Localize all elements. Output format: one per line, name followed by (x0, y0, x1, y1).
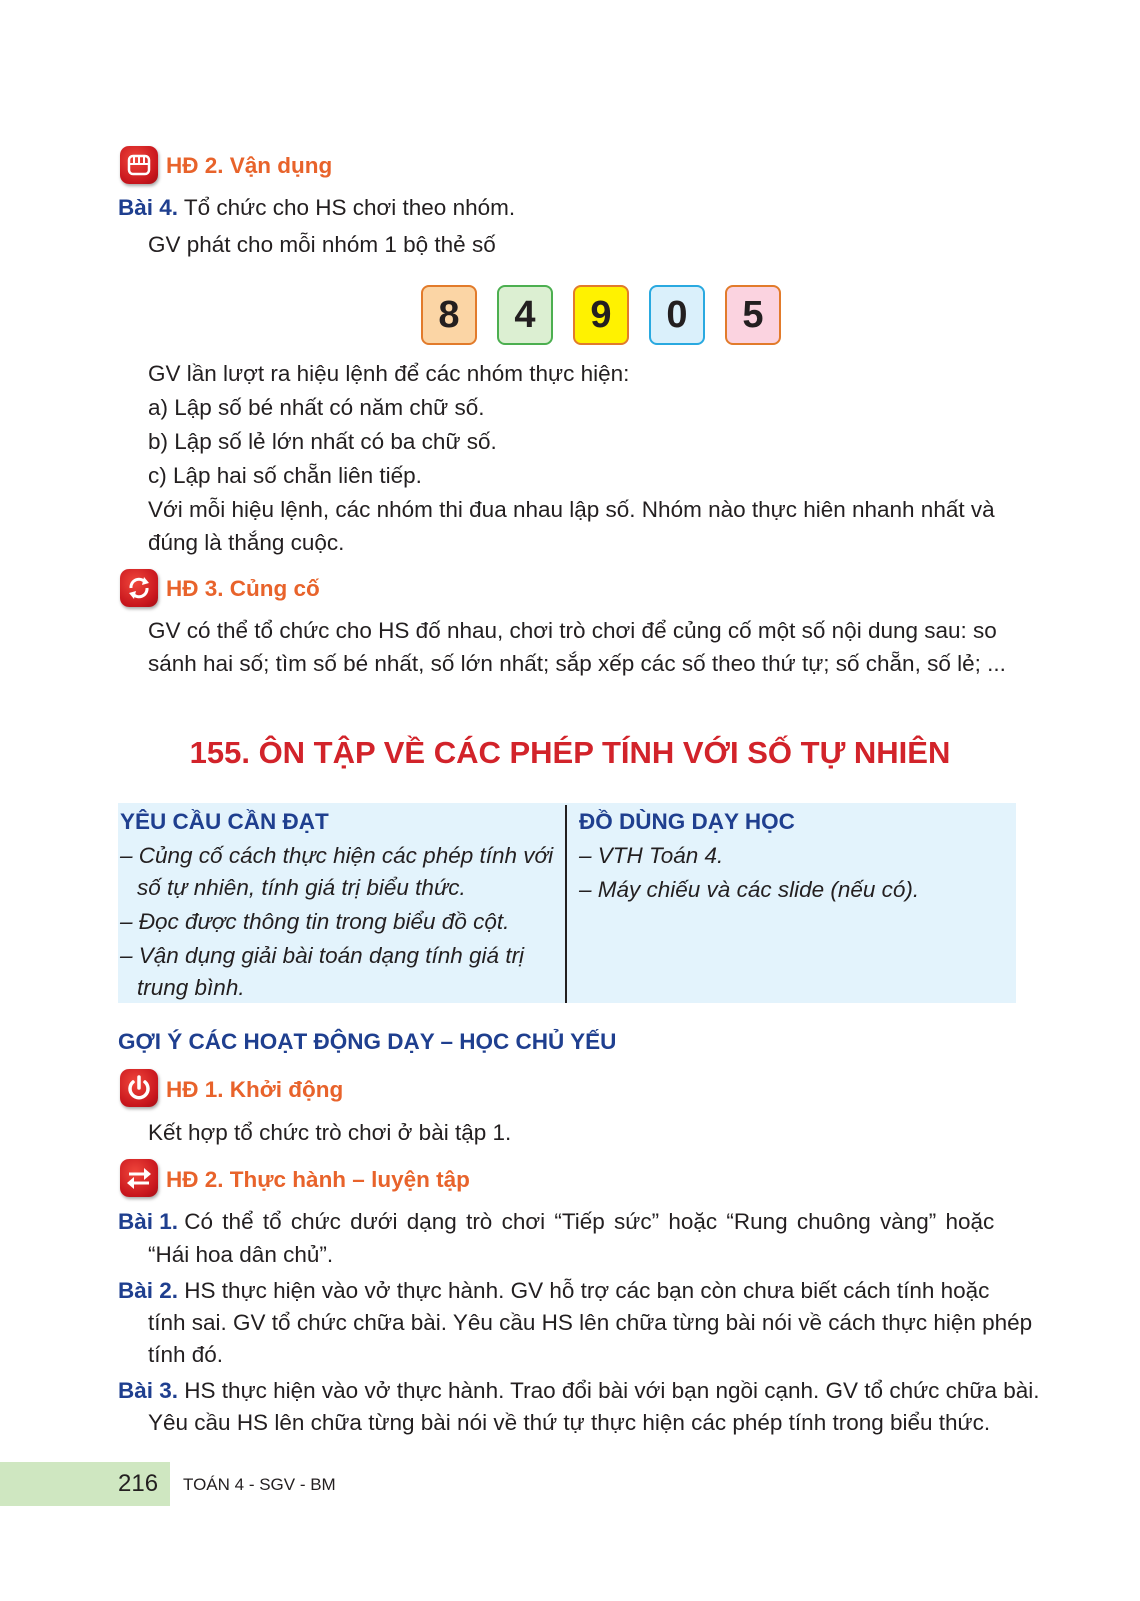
hd3-title: HĐ 3. Củng cố (166, 576, 320, 601)
number-card: 5 (725, 285, 781, 345)
requirement-line: – Đọc được thông tin trong biểu đồ cột. (120, 909, 510, 934)
bai3-line (118, 1374, 1040, 1408)
book-title: TOÁN 4 - SGV - BM (183, 1475, 336, 1494)
bai2-label: Bài 2. (118, 1278, 179, 1303)
requirement-line: – Vận dụng giải bài toán dạng tính giá trị (120, 943, 525, 968)
list-item: c) Lập hai số chẵn liên tiếp. (148, 463, 422, 488)
info-box-divider (565, 805, 567, 1003)
requirement-line: số tự nhiên, tính giá trị biểu thức. (137, 875, 466, 900)
bai1-line (118, 1205, 1016, 1239)
number-card: 8 (421, 285, 477, 345)
bai4-line (118, 191, 515, 225)
paragraph-line: Kết hợp tổ chức trò chơi ở bài tập 1. (148, 1120, 512, 1145)
arrows-icon (120, 1159, 158, 1197)
bai3-text: HS thực hiện vào vở thực hành. Trao đổi bài với bạn ngồi cạnh. GV tổ chức chữa bài. (184, 1378, 1040, 1403)
page-number: 216 (118, 1470, 159, 1497)
number-card: 9 (573, 285, 629, 345)
hd2-thuc-hanh-title: HĐ 2. Thực hành – luyện tập (166, 1167, 470, 1192)
requirements-heading: YÊU CẦU CẦN ĐẠT (120, 809, 329, 834)
hd2-van-dung-title: HĐ 2. Vận dụng (166, 153, 333, 178)
lesson-title: 155. ÔN TẬP VỀ CÁC PHÉP TÍNH VỚI SỐ TỰ NHIÊN (189, 735, 951, 770)
bai4-text: Tổ chức cho HS chơi theo nhóm. (183, 195, 516, 220)
paragraph-line: Yêu cầu HS lên chữa từng bài nói về thứ tự thực hiện các phép tính trong biểu thức. (148, 1410, 991, 1435)
materials-heading: ĐỒ DÙNG DẠY HỌC (579, 809, 795, 834)
paragraph-line: “Hái hoa dân chủ”. (148, 1242, 334, 1267)
requirement-line: – Củng cố cách thực hiện các phép tính với (120, 843, 554, 868)
activities-heading: GỢI Ý CÁC HOẠT ĐỘNG DẠY – HỌC CHỦ YẾU (118, 1029, 617, 1054)
paragraph-line: tính đó. (148, 1342, 224, 1367)
list-item: a) Lập số bé nhất có năm chữ số. (148, 395, 485, 420)
bai4-label: Bài 4. (118, 195, 179, 220)
paragraph-line: sánh hai số; tìm số bé nhất, số lớn nhất; sắp xếp các số theo thứ tự; số chẵn, số lẻ; ... (148, 651, 1006, 676)
paragraph-line: GV lần lượt ra hiệu lệnh để các nhóm thực hiện: (148, 361, 630, 386)
bai2-text: HS thực hiện vào vở thực hành. GV hỗ trợ các bạn còn chưa biết cách tính hoặc (184, 1278, 990, 1303)
bai2-line (118, 1274, 989, 1308)
refresh-icon (120, 569, 158, 607)
hd1-title: HĐ 1. Khởi động (166, 1077, 344, 1102)
paragraph-line: đúng là thắng cuộc. (148, 530, 345, 555)
bai1-label: Bài 1. (118, 1209, 179, 1234)
material-line: – VTH Toán 4. (579, 843, 724, 868)
number-card: 4 (497, 285, 553, 345)
paragraph-line: tính sai. GV tổ chức chữa bài. Yêu cầu HS lên chữa từng bài nói về cách thực hiện phép (148, 1310, 1033, 1335)
material-line: – Máy chiếu và các slide (nếu có). (579, 877, 920, 902)
fist-icon (120, 146, 158, 184)
bai1-text: Có thể tổ chức dưới dạng trò chơi “Tiếp sức” hoặc “Rung chuông vàng” hoặc (184, 1209, 995, 1234)
power-icon (120, 1069, 158, 1107)
paragraph-line: GV có thể tổ chức cho HS đố nhau, chơi trò chơi để củng cố một số nội dung sau: so (148, 618, 997, 643)
requirement-line: trung bình. (137, 975, 245, 1000)
paragraph-line: GV phát cho mỗi nhóm 1 bộ thẻ số (148, 232, 496, 257)
list-item: b) Lập số lẻ lớn nhất có ba chữ số. (148, 429, 497, 454)
bai3-label: Bài 3. (118, 1378, 179, 1403)
paragraph-line: Với mỗi hiệu lệnh, các nhóm thi đua nhau lập số. Nhóm nào thực hiên nhanh nhất và (148, 497, 995, 522)
number-card: 0 (649, 285, 705, 345)
